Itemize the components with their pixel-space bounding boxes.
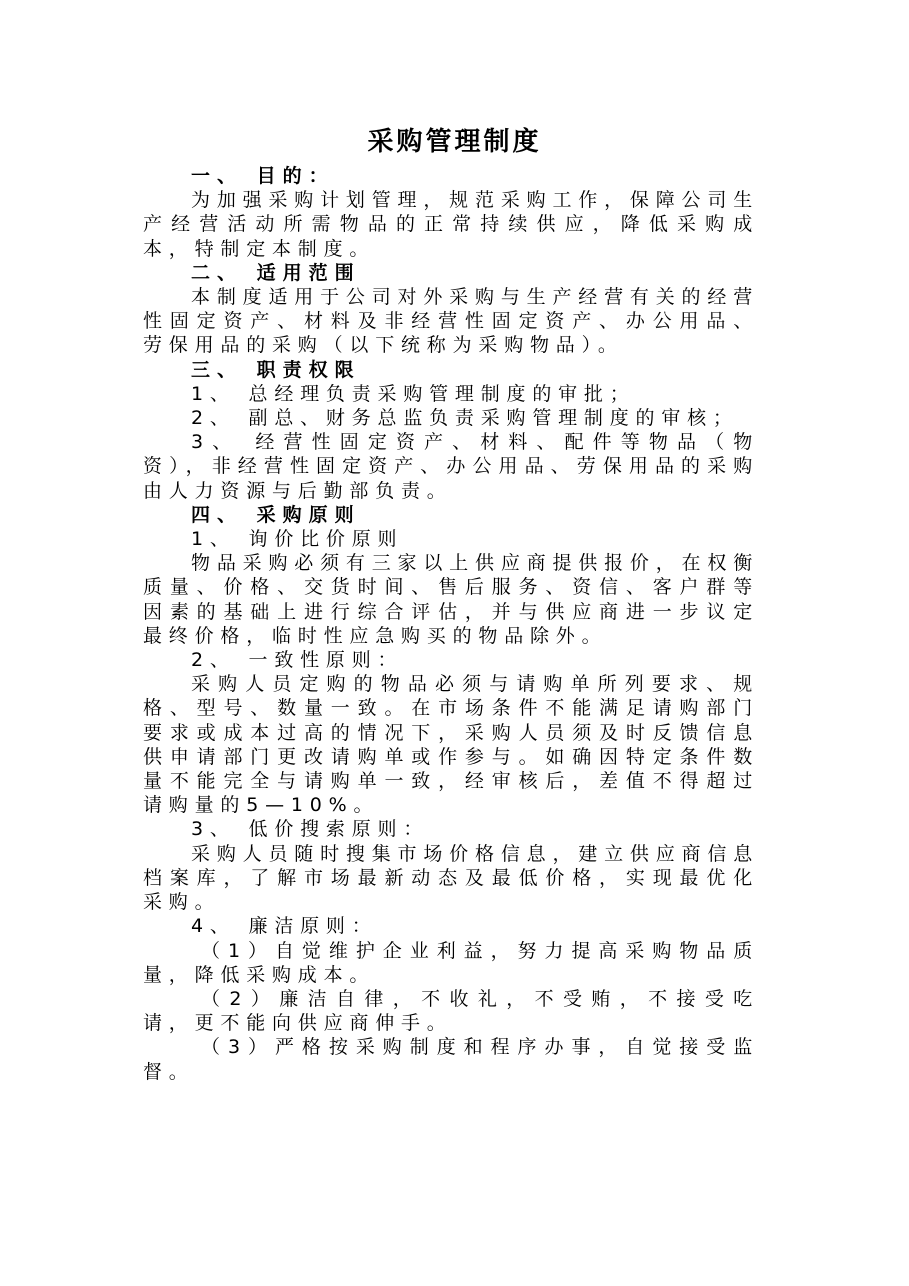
body-paragraph: 采购人员定购的物品必须与请购单所列要求、规格、型号、数量一致。在市场条件不能满足请购部门要求或成本过高的情况下，采购人员须及时反馈信息供申请部门更改请购单或作参与。如确因特定条件数量不能完全与请购单一致，经审核后，差值不得超过请购量的5—10%。 [143,673,759,817]
body-paragraph: 2、 副总、财务总监负责采购管理制度的审核； [191,407,739,430]
body-paragraph: 3、 经营性固定资产、材料、配件等物品（物资），非经营性固定资产、办公用品、劳保用品的采购由人力资源与后勤部负责。 [143,431,759,502]
body-paragraph: 采购人员随时搜集市场价格信息，建立供应商信息档案库，了解市场最新动态及最低价格，实现最优化采购。 [143,842,759,914]
body-paragraph: 2、 一致性原则： [191,649,404,672]
body-paragraph: 本制度适用于公司对外采购与生产经营有关的经营性固定资产、材料及非经营性固定资产、办公用品、劳保用品的采购（以下统称为采购物品）。 [143,286,759,357]
body-paragraph: 4、 廉洁原则： [191,915,378,938]
document-title: 采购管理制度 [367,127,542,157]
body-paragraph: 3、 低价搜索原则： [191,818,430,841]
section-heading: 三、 职责权限 [191,358,361,381]
body-paragraph: （1）自觉维护企业利益，努力提高采购物品质量，降低采购成本。 [143,939,759,986]
document-body [143,164,759,1084]
body-paragraph: 为加强采购计划管理，规范采购工作，保障公司生产经营活动所需物品的正常持续供应，降低采购成本，特制定本制度。 [143,189,759,260]
body-paragraph: 1、 询价比价原则 [191,528,404,551]
body-paragraph: 1、 总经理负责采购管理制度的审批； [191,382,636,405]
body-paragraph: （3）严格按采购制度和程序办事，自觉接受监督。 [143,1036,759,1083]
body-paragraph: 物品采购必须有三家以上供应商提供报价，在权衡质量、价格、交货时间、售后服务、资信、客户群等因素的基础上进行综合评估，并与供应商进一步议定最终价格，临时性应急购买的物品除外。 [143,552,759,647]
section-heading: 一、 目的： [191,165,335,187]
body-paragraph: （2）廉洁自律，不收礼，不受贿，不接受吃请，更不能向供应商伸手。 [143,987,759,1035]
section-heading: 四、 采购原则 [191,503,361,526]
section-heading: 二、 适用范围 [191,261,361,284]
